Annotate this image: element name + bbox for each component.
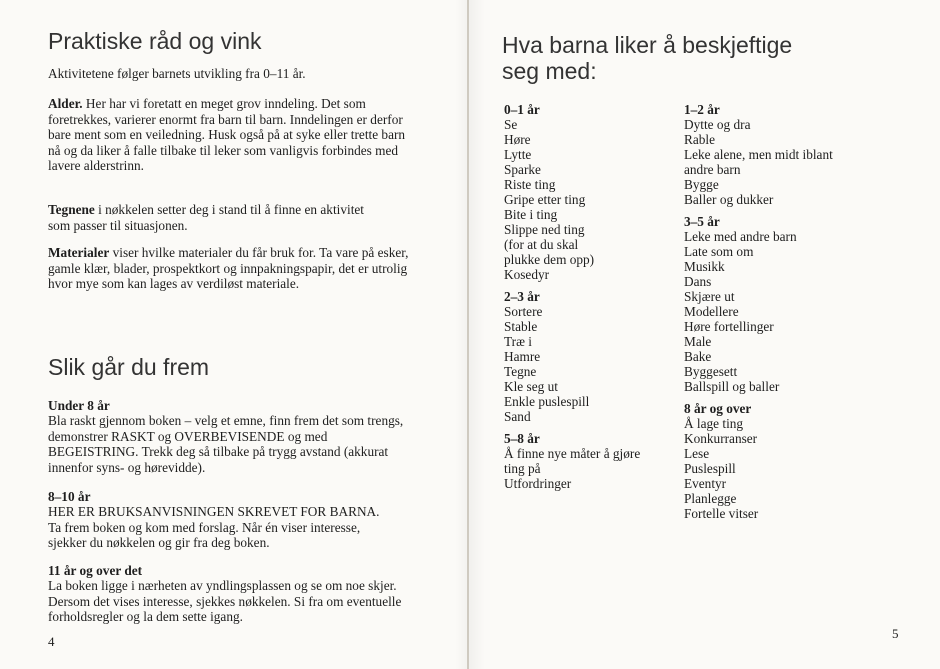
section-heading-slik: Slik går du frem: [48, 354, 210, 380]
activity-item: Late som om: [684, 244, 754, 259]
activity-item: Rable: [684, 132, 716, 147]
activities-column-2: [684, 102, 894, 528]
age-group-heading: 1–2 år: [684, 102, 720, 117]
activity-item: Å finne nye måter å gjøre: [504, 446, 641, 461]
activity-item: Bite i ting: [504, 207, 558, 222]
activity-item: Riste ting: [504, 177, 556, 192]
activity-item: Slippe ned ting: [504, 222, 585, 237]
materialer-text: viser hvilke materialer du får bruk for. Ta vare på esker, gamle klær, blader, prospektkort og innpakningspapir, det er utrolig hvor mye som kan lages av verdiløst materiale.: [48, 245, 409, 291]
activity-item: Høre: [504, 132, 531, 147]
activity-item: Høre fortellinger: [684, 319, 774, 334]
age-group: [504, 431, 674, 491]
right-page: [472, 0, 940, 669]
activity-item: Modellere: [684, 304, 739, 319]
activity-item: Planlegge: [684, 491, 737, 506]
materialer-paragraph: [48, 245, 420, 292]
materialer-term: Materialer: [48, 245, 110, 260]
age-group-heading: 2–3 år: [504, 289, 540, 304]
page-heading-praktiske: Praktiske råd og vink: [48, 28, 262, 54]
activity-item: Tegne: [504, 364, 537, 379]
age11-text: La boken ligge i nærheten av yndlingsplassen og se om noe skjer. Dersom det vises interesse, sjekkes nøkkelen. Si fra om eventuelle forholdsregler og la dem sette igang.: [48, 578, 402, 624]
activity-item: Lytte: [504, 147, 532, 162]
activity-item: Male: [684, 334, 712, 349]
activities-column-1: [504, 102, 674, 498]
tegnene-term: Tegnene: [48, 202, 95, 217]
activity-item: ting på: [504, 461, 541, 476]
page-number-left: 4: [48, 634, 55, 649]
age8-10-text: HER ER BRUKSANVISNINGEN SKREVET FOR BARNA. Ta frem boken og kom med forslag. Når én viser interesse, sjekker du nøkkelen og gir fra deg boken.: [48, 504, 380, 550]
age8-10-heading: 8–10 år: [48, 489, 91, 504]
alder-text: Her har vi foretatt en meget grov inndeling. Det som foretrekkes, varierer enormt fra barn til barn. Inndelingen er derfor bare ment som en veiledning. Husk også på at syke eller trette barn nå og da liker å falle tilbake til leker som vanligvis forbindes med lavere alderstrinn.: [48, 96, 406, 173]
age-group-heading: 8 år og over: [684, 401, 752, 416]
heading-line-1: Hva barna liker å beskjeftige: [502, 32, 793, 58]
page-number-right: 5: [892, 626, 899, 641]
activity-item: Se: [504, 117, 518, 132]
activity-item: Gripe etter ting: [504, 192, 586, 207]
activity-item: Sparke: [504, 162, 541, 177]
activity-item: Baller og dukker: [684, 192, 774, 207]
age-group: [504, 289, 674, 424]
activity-item: Skjære ut: [684, 289, 735, 304]
intro-text: Aktivitetene følger barnets utvikling fra 0–11 år.: [48, 66, 306, 81]
activity-item: Byggesett: [684, 364, 738, 379]
activity-item: Puslespill: [684, 461, 736, 476]
under8-heading: Under 8 år: [48, 398, 110, 413]
activity-item: Utfordringer: [504, 476, 572, 491]
age-group: [684, 102, 894, 207]
activity-item: Hamre: [504, 349, 541, 364]
activity-item: Å lage ting: [684, 416, 744, 431]
activity-item: Lese: [684, 446, 710, 461]
alder-term: Alder.: [48, 96, 83, 111]
age-group-heading: 0–1 år: [504, 102, 540, 117]
activity-item: Bygge: [684, 177, 719, 192]
alder-paragraph: [48, 96, 420, 174]
activity-item: Dytte og dra: [684, 117, 751, 132]
activity-item: Kle seg ut: [504, 379, 558, 394]
activity-item: Stable: [504, 319, 538, 334]
age11-heading: 11 år og over det: [48, 563, 143, 578]
age-group-heading: 3–5 år: [684, 214, 720, 229]
activity-item: Ballspill og baller: [684, 379, 780, 394]
page-heading-hva: [502, 32, 792, 84]
activity-item: Musikk: [684, 259, 725, 274]
activity-item: (for at du skal: [504, 237, 579, 252]
activity-item: Enkle puslespill: [504, 394, 590, 409]
tegnene-text: i nøkkelen setter deg i stand til å finne en aktivitet som passer til situasjonen.: [48, 202, 364, 233]
left-page: [0, 0, 468, 669]
activity-item: Sand: [504, 409, 531, 424]
activity-item: Konkurranser: [684, 431, 758, 446]
age-group: [684, 214, 894, 394]
under8-text: Bla raskt gjennom boken – velg et emne, finn frem det som trengs, demonstrer RASKT og OVERBEVISENDE og med BEGEISTRING. Trekk deg så tilbake på trygg avstand (akkurat innenfor syns- og hørevidde).: [48, 413, 404, 475]
activity-item: Leke med andre barn: [684, 229, 797, 244]
activity-item: Kosedyr: [504, 267, 550, 282]
activity-item: Træ i: [504, 334, 532, 349]
activity-item: Eventyr: [684, 476, 727, 491]
activity-item: andre barn: [684, 162, 741, 177]
activity-item: Leke alene, men midt iblant: [684, 147, 833, 162]
age-group: [684, 401, 894, 521]
age-group: [504, 102, 674, 282]
activity-item: Sortere: [504, 304, 543, 319]
activity-item: Bake: [684, 349, 712, 364]
tegnene-paragraph: [48, 202, 378, 233]
activity-item: plukke dem opp): [504, 252, 595, 267]
activity-item: Fortelle vitser: [684, 506, 759, 521]
activity-item: Dans: [684, 274, 712, 289]
heading-line-2: seg med:: [502, 58, 597, 84]
age-group-heading: 5–8 år: [504, 431, 540, 446]
